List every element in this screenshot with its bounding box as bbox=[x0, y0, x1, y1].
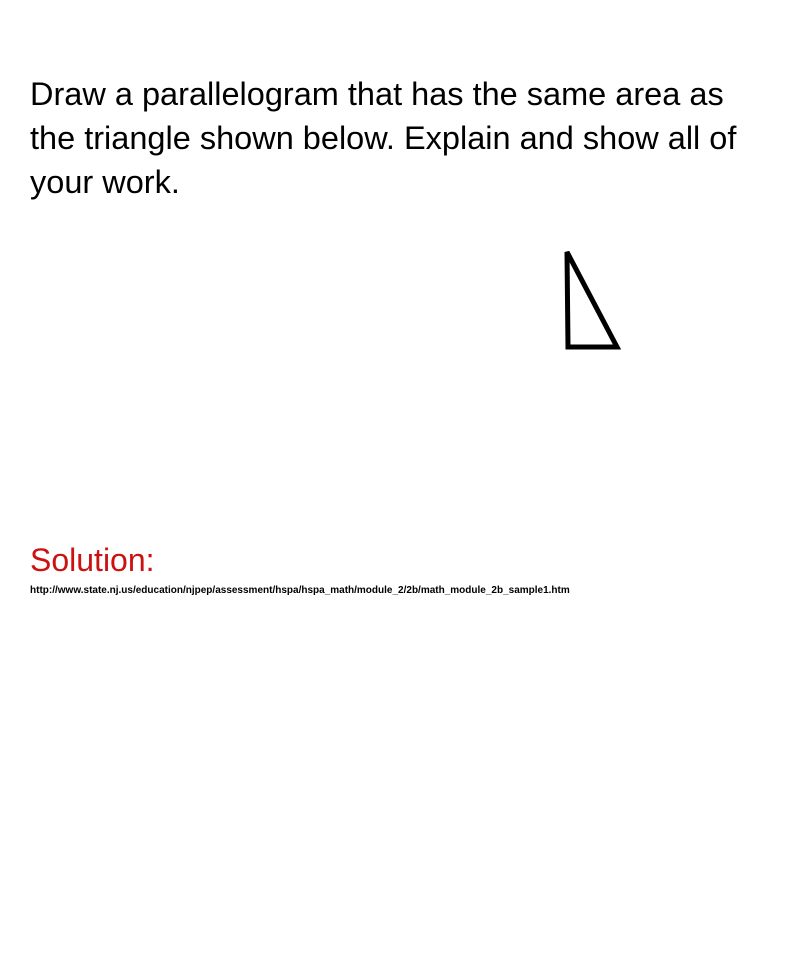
solution-label: Solution: bbox=[30, 542, 155, 578]
source-url: http://www.state.nj.us/education/njpep/assessment/hspa/hspa_math/module_2/2b/math_module_2b_sample1.htm bbox=[30, 585, 570, 596]
triangle-figure bbox=[556, 240, 628, 360]
question-text: Draw a parallelogram that has the same area as the triangle shown below. Explain and show all of your work. bbox=[30, 76, 737, 200]
triangle-shape bbox=[567, 252, 617, 347]
